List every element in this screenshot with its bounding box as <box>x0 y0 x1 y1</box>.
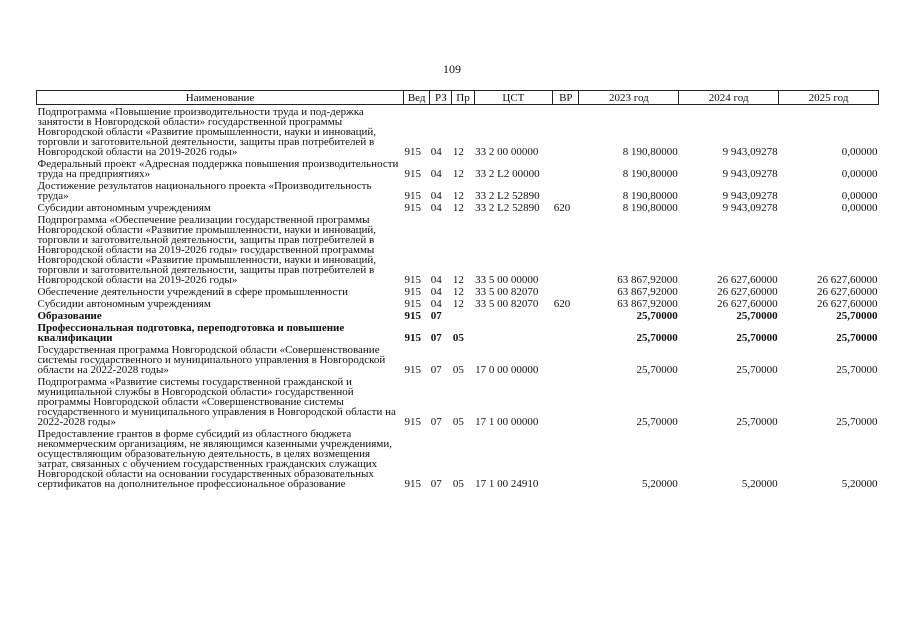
row-cst: 33 5 00 82070 <box>475 286 539 298</box>
row-amount-2024: 9 943,09278 <box>722 202 778 214</box>
row-amount-2024: 9 943,09278 <box>722 168 778 180</box>
row-amount-2023: 63 867,92000 <box>617 274 678 286</box>
header-vr: ВР <box>553 91 579 105</box>
page-number: 109 <box>443 62 461 76</box>
row-rz: 04 <box>430 298 442 310</box>
row-pr: 12 <box>452 168 464 180</box>
row-name: Государственная программа Новгородской области «Совершенствование системы государственного и муниципального управления в Новгородской области на 2022-2028 годы» <box>37 344 386 376</box>
row-ved: 915 <box>404 364 422 376</box>
row-cst: 33 5 00 00000 <box>475 274 539 286</box>
header-pr: Пр <box>452 91 474 105</box>
row-amount-2023: 8 190,80000 <box>622 146 678 158</box>
row-name: Профессиональная подготовка, переподготовка и повышение квалификации <box>37 322 345 344</box>
row-name: Обеспечение деятельности учреждений в сфере промышленности <box>37 286 348 298</box>
row-ved: 915 <box>404 298 422 310</box>
row-cst: 33 2 L2 52890 <box>475 202 540 214</box>
row-amount-2023: 8 190,80000 <box>622 168 678 180</box>
budget-table <box>36 90 879 489</box>
row-vr <box>553 105 579 158</box>
row-cst: 17 1 00 00000 <box>475 416 539 428</box>
row-rz: 07 <box>430 364 442 376</box>
row-amount-2025: 26 627,60000 <box>817 298 878 310</box>
table-row <box>37 285 879 297</box>
row-vr <box>553 285 579 297</box>
row-cst: 33 2 L2 00000 <box>475 168 540 180</box>
row-pr: 05 <box>452 332 464 344</box>
header-ved: Вед <box>404 91 430 105</box>
row-pr: 12 <box>452 298 464 310</box>
row-rz: 04 <box>430 190 442 202</box>
row-rz: 07 <box>430 478 442 490</box>
row-amount-2023: 8 190,80000 <box>622 202 678 214</box>
row-amount-2023: 25,70000 <box>636 332 678 344</box>
row-vr <box>553 157 579 179</box>
row-amount-2024: 25,70000 <box>736 364 778 376</box>
table-row <box>37 201 879 213</box>
row-amount-2025: 5,20000 <box>841 478 878 490</box>
row-name: Предоставление грантов в форме субсидий из областного бюджета некоммерческим организациям, не являющимся казенными учреждениями, осуществляющим образовательную деятельность, в целях возмещения затрат, связанных с обучением государственных гражданских служащих Новгородской области на основании государственных образовательных сертификатов на дополнительное профессиональное образование <box>37 428 392 490</box>
row-amount-2023: 25,70000 <box>636 310 678 322</box>
row-rz: 04 <box>430 274 442 286</box>
row-name: Образование <box>37 310 102 322</box>
header-2025: 2025 год <box>779 91 879 105</box>
row-rz: 04 <box>430 202 442 214</box>
row-rz: 04 <box>430 286 442 298</box>
row-amount-2025: 25,70000 <box>836 416 878 428</box>
row-pr: 12 <box>452 146 464 158</box>
table-row <box>37 343 879 375</box>
row-rz: 04 <box>430 168 442 180</box>
row-ved: 915 <box>404 332 422 344</box>
row-rz: 07 <box>430 310 442 322</box>
row-amount-2024: 26 627,60000 <box>717 298 778 310</box>
row-vr: 620 <box>553 298 571 310</box>
row-cst: 33 2 L2 52890 <box>475 190 540 202</box>
table-row <box>37 321 879 343</box>
row-ved: 915 <box>404 416 422 428</box>
row-cst: 33 5 00 82070 <box>475 298 539 310</box>
row-amount-2024: 25,70000 <box>736 310 778 322</box>
table-row <box>37 375 879 427</box>
row-rz: 07 <box>430 416 442 428</box>
row-pr: 12 <box>452 202 464 214</box>
row-amount-2024: 25,70000 <box>736 416 778 428</box>
row-vr <box>553 343 579 375</box>
row-ved: 915 <box>404 286 422 298</box>
row-pr: 12 <box>452 190 464 202</box>
row-pr <box>452 309 474 321</box>
row-amount-2023: 8 190,80000 <box>622 190 678 202</box>
row-name: Подпрограмма «Развитие системы государственной гражданской и муниципальной службы в Новгородской области» государственной программы Новгородской области «Совершенствование системы государственного и муниципального управления в Новгородской области на 2022-2028 годы» <box>37 376 396 428</box>
row-pr: 05 <box>452 478 464 490</box>
row-vr <box>553 375 579 427</box>
row-name: Субсидии автономным учреждениям <box>37 298 211 310</box>
table-row <box>37 179 879 201</box>
table-row <box>37 157 879 179</box>
row-amount-2024: 9 943,09278 <box>722 146 778 158</box>
row-amount-2023: 25,70000 <box>636 416 678 428</box>
row-amount-2024: 26 627,60000 <box>717 286 778 298</box>
row-rz: 04 <box>430 146 442 158</box>
row-amount-2023: 5,20000 <box>642 478 678 490</box>
table-row <box>37 309 879 321</box>
table-row <box>37 297 879 309</box>
row-ved: 915 <box>404 190 422 202</box>
row-amount-2025: 25,70000 <box>836 332 878 344</box>
row-amount-2025: 25,70000 <box>836 310 878 322</box>
header-rz: РЗ <box>430 91 452 105</box>
row-amount-2025: 0,00000 <box>841 202 878 214</box>
row-pr: 12 <box>452 274 464 286</box>
header-cst: ЦСТ <box>474 91 553 105</box>
row-cst: 17 0 00 00000 <box>475 364 539 376</box>
table-row <box>37 427 879 489</box>
row-pr: 05 <box>452 364 464 376</box>
row-amount-2023: 25,70000 <box>636 364 678 376</box>
table-header-row <box>37 91 879 105</box>
table-row <box>37 105 879 158</box>
row-cst <box>474 309 553 321</box>
row-name: Подпрограмма «Обеспечение реализации государственной программы Новгородской области «Развитие промышленности, науки и инноваций, торговли и заготовительной деятельности, защиты прав потребителей в Новгородской области на 2019-2026 годы» государственной программы Новгородской области «Развитие промышленности, науки и инноваций, торговли и заготовительной деятельности, защиты прав потребителей в Новгородской области на 2019-2026 годы» <box>37 214 377 286</box>
row-cst: 17 1 00 24910 <box>475 478 539 490</box>
table-row <box>37 213 879 285</box>
row-name: Достижение результатов национального проекта «Производительность труда» <box>37 180 372 202</box>
row-name: Федеральный проект «Адресная поддержка повышения производительности труда на предприятиях» <box>37 158 399 180</box>
row-amount-2025: 26 627,60000 <box>817 274 878 286</box>
row-pr: 12 <box>452 286 464 298</box>
header-2023: 2023 год <box>579 91 679 105</box>
row-vr <box>553 427 579 489</box>
row-cst <box>474 321 553 343</box>
row-amount-2023: 63 867,92000 <box>617 298 678 310</box>
row-vr <box>553 309 579 321</box>
row-vr <box>553 321 579 343</box>
row-ved: 915 <box>404 168 422 180</box>
row-ved: 915 <box>404 146 422 158</box>
row-name: Субсидии автономным учреждениям <box>37 202 211 214</box>
row-ved: 915 <box>404 274 422 286</box>
row-rz: 07 <box>430 332 442 344</box>
header-2024: 2024 год <box>679 91 779 105</box>
row-amount-2025: 0,00000 <box>841 190 878 202</box>
row-ved: 915 <box>404 202 422 214</box>
row-amount-2025: 25,70000 <box>836 364 878 376</box>
row-pr: 05 <box>452 416 464 428</box>
row-amount-2025: 0,00000 <box>841 146 878 158</box>
row-name: Подпрограмма «Повышение производительности труда и под-держка занятости в Новгородской области» государственной программы Новгородской области «Развитие промышленности, науки и инноваций, торговли и заготовительной деятельности, защиты прав потребителей в Новгородской области на 2019-2026 годы» <box>37 106 377 158</box>
row-ved: 915 <box>404 478 422 490</box>
row-ved: 915 <box>404 310 422 322</box>
row-vr <box>553 213 579 285</box>
row-vr <box>553 179 579 201</box>
row-amount-2024: 5,20000 <box>741 478 778 490</box>
header-name: Наименование <box>37 91 404 105</box>
row-amount-2024: 25,70000 <box>736 332 778 344</box>
row-amount-2024: 9 943,09278 <box>722 190 778 202</box>
row-amount-2023: 63 867,92000 <box>617 286 678 298</box>
row-vr: 620 <box>553 202 571 214</box>
row-amount-2025: 26 627,60000 <box>817 286 878 298</box>
row-cst: 33 2 00 00000 <box>475 146 539 158</box>
row-amount-2025: 0,00000 <box>841 168 878 180</box>
row-amount-2024: 26 627,60000 <box>717 274 778 286</box>
